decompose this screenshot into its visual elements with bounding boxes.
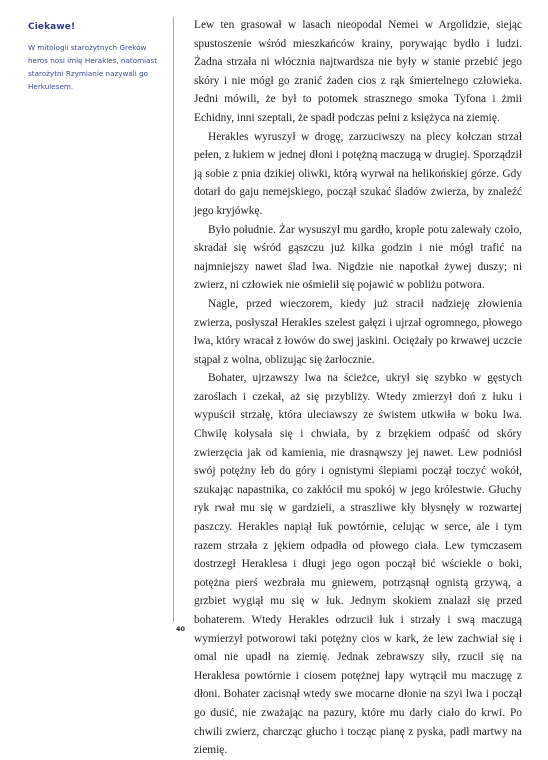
column-divider: [173, 17, 174, 622]
sidebar-heading: Ciekawe!: [28, 22, 76, 32]
sidebar-text: W mitologii starożytnych Greków heros nosi imię Herakles, natomiast starożytni Rzymianie nazywali go Herkulesem.: [28, 43, 158, 91]
paragraph: Nagle, przed wieczorem, kiedy już stracił nadzieję złowienia zwierza, posłyszał Herakles szelest gałęzi i ujrzał ogromnego, płowego lwa, który wracał z łowów do swej jaskini. Ociężały po krwawej uczcie stąpał z wolna, oblizując się żarłocznie.: [194, 297, 522, 366]
paragraph: Herakles wyruszył w drogę, zarzuciwszy na plecy kołczan strzał pełen, z łukiem w jednej dłoni i potężną maczugą w drugiej. Sporządził ją sobie z pnia dzikiej oliwki, którą wyrwał na helikońskiej górze. Gdy dotarł do gaju nemejskiego, począł szukać śladów zwierza, by znaleźć jego kryjówkę.: [194, 130, 522, 217]
paragraph: Lew ten grasował w lasach nieopodal Nemei w Argolidzie, siejąc spustoszenie wśród mieszkańców krainy, porywając bydło i ludzi. Żadna strzała ni włócznia najtwardsza nie były w stanie przebić jego skóry i nie mógł go zranić żaden cios z rąk śmiertelnego człowieka. Jedni mówili, że był to potomek strasznego smoka Tyfona i żmii Echidny, inni szeptali, że spadł podczas pełni z księżyca na ziemię.: [194, 19, 522, 124]
paragraph: Bohater, ujrzawszy lwa na ścieżce, ukrył się szybko w gęstych zaroślach i czekał, aż się przybliży. Wtedy zmierzył doń z łuku i wypuścił strzałę, która uleciawszy ze świstem utkwiła w boku lwa. Chwilę kołysała się i chwiała, by z brzękiem odpaść od skóry zwierzęcia jak od kamienia, nie drasnąwszy jej nawet. Lew podniósł swój potężny łeb do góry i ognistymi ślepiami począł toczyć wokół, szukając napastnika, co zakłócił mu spokój w jego królestwie. Głuchy ryk rwał mu się w gardzieli, a straszliwe kły błysnęły w rozwartej paszczy. Herakles napiął łuk powtórnie, celując w serce, ale i tym razem strzała z jękiem odpadła od płowego ciała. Lew tymczasem dostrzegł Heraklesa i długi jego ogon począł bić wściekle o boki, potężna pierś wezbrała mu gniewem, potrząsnął ognistą grzywą, a grzbiet wygiął mu się w łuk. Jednym skokiem znalazł się przed bohaterem. Wtedy Herakles odrzucił łuk i strzały i swą maczugą wymierzył potworowi taki potężny cios w kark, że lew zachwiał się i omal nie upadł na ziemię. Jednak zebrawszy siły, rzucił się na Heraklesa powtórnie i ciosem potężnej łapy wytrącił mu maczugę z dłoni. Bohater zacisnął wtedy swe mocarne dłonie na szyi lwa i począł go dusić, nie zważając na pazury, które mu darły ciało do krwi. Po chwili zwierz, charcząc głucho i tocząc pianę z pyska, padł martwy na ziemię.: [194, 372, 522, 757]
main-text: [194, 16, 522, 760]
paragraph: Było południe. Żar wysuszył mu gardło, krople potu zalewały czoło, skradał się wśród gąszczu już kilka godzin i nie mógł trafić na najmniejszy nawet ślad lwa. Nigdzie nie napotkał żywej duszy; ni zwierz, ni człowiek nie ośmielił się pojawić w pobliżu potwora.: [194, 223, 522, 292]
sidebar-note: [28, 22, 160, 93]
page-number: 40: [176, 625, 186, 633]
